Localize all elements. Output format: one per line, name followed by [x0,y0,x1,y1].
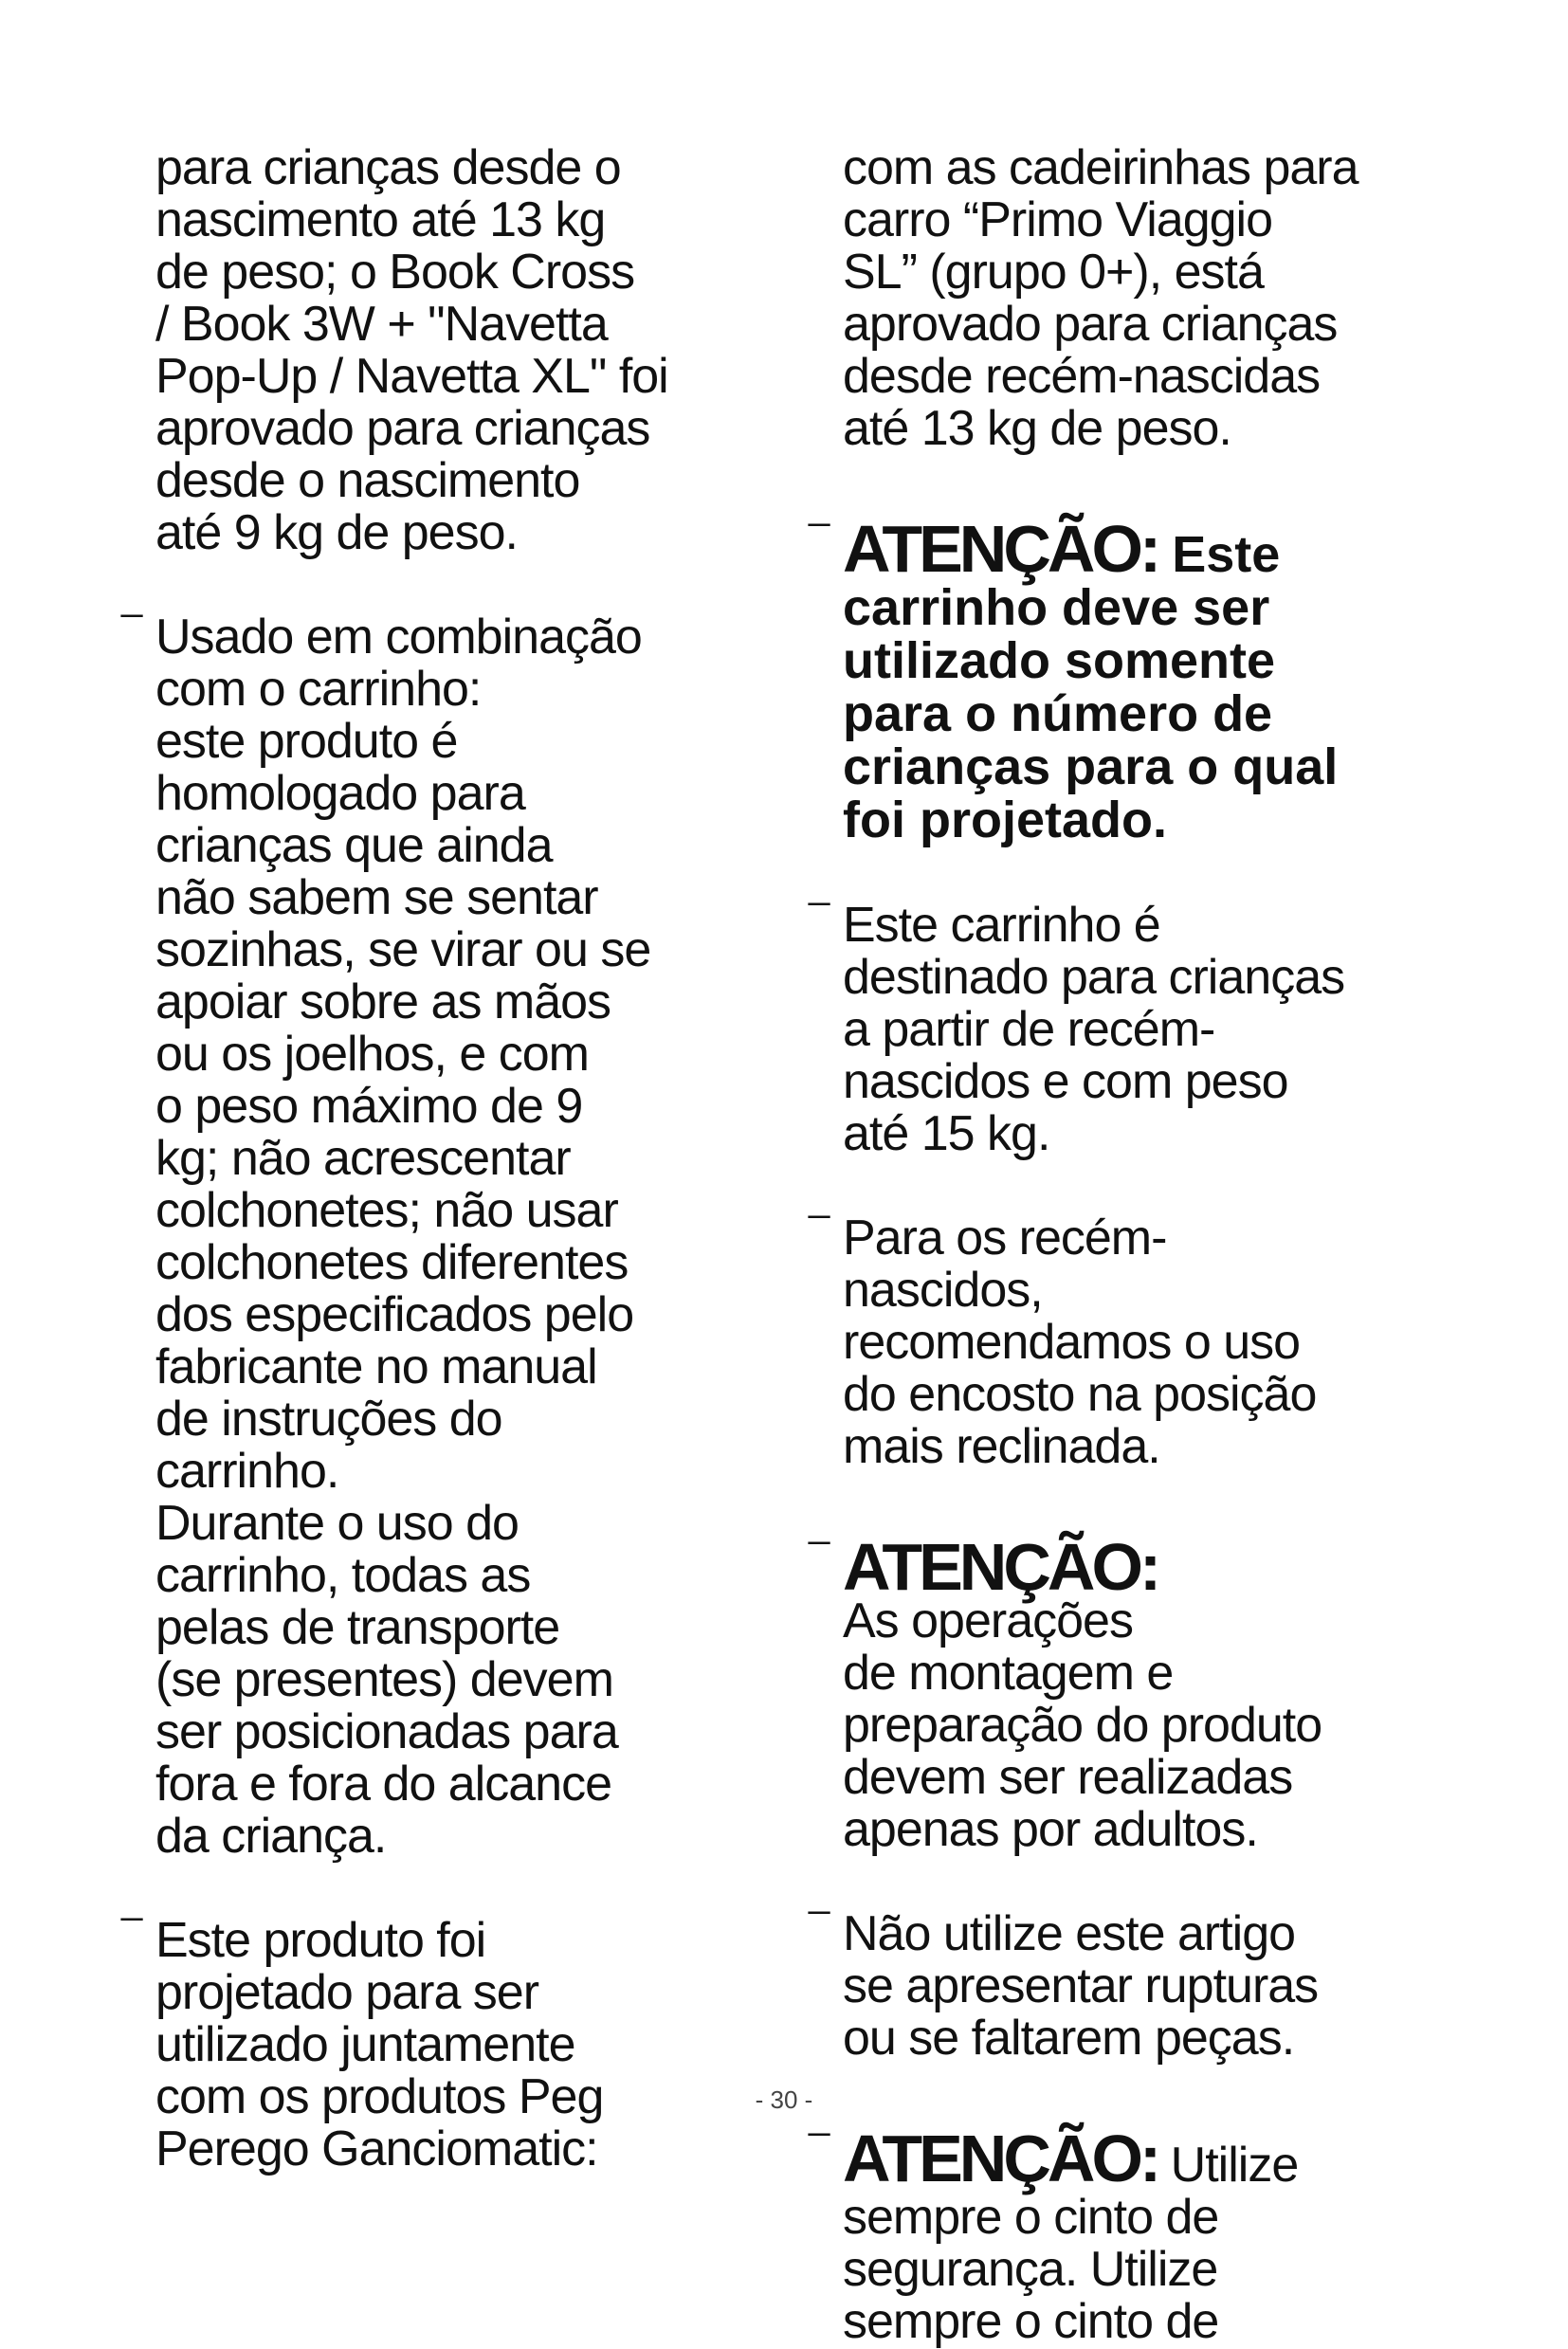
bullet-dash: _ [809,865,830,906]
bullet-dash: _ [809,2095,830,2137]
warning-safety-belt [809,2078,1503,2349]
warning-heading: ATENÇÃO: [843,2121,1158,2195]
right-column [809,140,1503,2349]
paragraph-text: Não utilize este artigo se apresentar rupturas ou se faltarem peças. [843,1906,1319,2066]
paragraph-text: Para os recém- nascidos, recomendamos o uso do encosto na posição mais reclinada. [843,1211,1317,1474]
paragraph-text: Este produto foi projetado para ser utilizado juntamente com os produtos Peg Perego Ganciomatic: [155,1913,604,2176]
warning-text: Este carrinho deve ser utilizado somente para o número de crianças para o qual foi projetado. [843,526,1339,848]
paragraph-approval-continued: para crianças desde o nascimento até 13 kg de peso; o Book Cross / Book 3W + "Navetta Pop-Up / Navetta XL" foi aprovado para crianças desde o nascimento até 9 kg de peso. [155,140,668,560]
paragraph-age-weight [809,847,1503,1161]
page-number: - 30 - [755,2085,813,2114]
left-column [121,140,796,2176]
paragraph-ganciomatic [121,1863,796,2176]
bullet-dash: _ [809,1177,830,1219]
bullet-dash: _ [809,485,830,527]
paragraph-newborn-recline [809,1160,1503,1474]
warning-text: As operações de montagem e preparação do produto devem ser realizadas apenas por adultos. [843,1593,1322,1857]
bullet-dash: _ [809,1503,830,1545]
bullet-dash: _ [121,576,142,618]
warning-text: Utilize sempre o cinto de segurança. Utilize sempre o cinto de [843,2138,1299,2349]
warning-heading: ATENÇÃO: [843,512,1158,586]
paragraph-text: Este carrinho é destinado para crianças a partir de recém- nascidos e com peso até 15 kg. [843,898,1345,1161]
bullet-dash: _ [809,1873,830,1915]
paragraph-text: Usado em combinação com o carrinho: este produto é homologado para crianças que ainda não sabem se sentar sozinhas, se virar ou se apoiar sobre as mãos ou os joelhos, e com o peso máximo de 9 kg; não acrescentar colchonetes; não usar colchonetes diferentes dos especificados pelo fabricante no manual de instruções do carrinho. [155,610,651,1499]
warning-assembly-adults [809,1486,1503,1857]
paragraph-damage [809,1856,1503,2066]
paragraph-stroller-combination [121,559,796,1499]
warning-number-of-children [809,468,1503,848]
warning-heading: ATENÇÃO: [843,1530,1158,1604]
bullet-dash: _ [121,1880,142,1921]
paragraph-transport-straps: Durante o uso do carrinho, todas as pelas de transporte (se presentes) devem ser posicionadas para fora e fora do alcance da criança. [155,1496,618,1864]
paragraph-car-seat: com as cadeirinhas para carro “Primo Viaggio SL” (grupo 0+), está aprovado para crianças desde recém-nascidas até 13 kg de peso. [843,140,1358,456]
